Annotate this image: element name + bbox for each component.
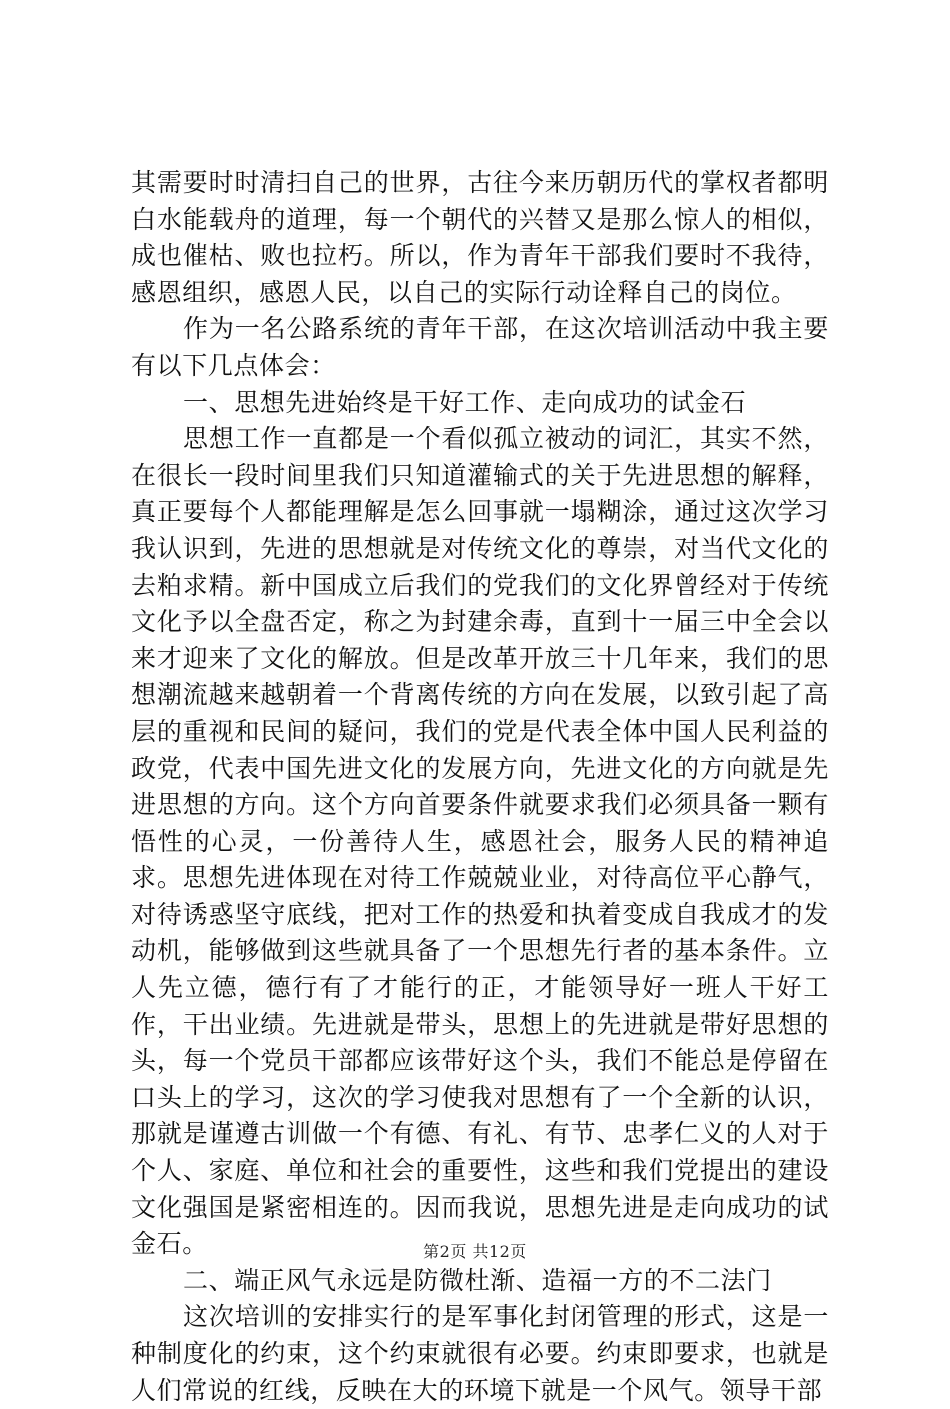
page-number-footer: 第2页 共12页 [423,1242,527,1261]
section-heading-1: 一、思想先进始终是干好工作、走向成功的试金石 [183,387,747,417]
paragraph-intro: 作为一名公路系统的青年干部，在这次培训活动中我主要有以下几点体会： [131,314,829,380]
paragraph-section-2: 这次培训的安排实行的是军事化封闭管理的形式，这是一种制度化的约束，这个约束就很有必要。约束即要求，也就是人们常说的红线，反映在大的环境下就是一个风气。领导干部 [131,1302,829,1405]
document-body [131,165,829,1409]
paragraph-section-1: 思想工作一直都是一个看似孤立被动的词汇，其实不然，在很长一段时间里我们只知道灌输式的关于先进思想的解释，真正要每个人都能理解是怎么回事就一塌糊涂，通过这次学习我认识到，先进的思想就是对传统文化的尊崇，对当代文化的去粕求精。新中国成立后我们的党我们的文化界曾经对于传统文化予以全盘否定，称之为封建余毒，直到十一届三中全会以来才迎来了文化的解放。但是改革开放三十几年来，我们的思想潮流越来越朝着一个背离传统的方向在发展，以致引起了高层的重视和民间的疑问，我们的党是代表全体中国人民利益的政党，代表中国先进文化的发展方向，先进文化的方向就是先进思想的方向。这个方向首要条件就要求我们必须具备一颗有悟性的心灵，一份善待人生，感恩社会，服务人民的精神追求。思想先进体现在对待工作兢兢业业，对待高位平心静气，对待诱惑坚守底线，把对工作的热爱和执着变成自我成才的发动机，能够做到这些就具备了一个思想先行者的基本条件。立人先立德，德行有了才能行的正，才能领导好一班人干好工作，干出业绩。先进就是带头，思想上的先进就是带好思想的头，每一个党员干部都应该带好这个头，我们不能总是停留在口头上的学习，这次的学习使我对思想有了一个全新的认识，那就是谨遵古训做一个有德、有礼、有节、忠孝仁义的人对于个人、家庭、单位和社会的重要性，这些和我们党提出的建设文化强国是紧密相连的。因而我说，思想先进是走向成功的试金石。 [131,424,829,1259]
section-heading-2: 二、端正风气永远是防微杜渐、造福一方的不二法门 [183,1265,772,1295]
paragraph-continuation: 其需要时时清扫自己的世界，古往今来历朝历代的掌权者都明白水能载舟的道理，每一个朝代的兴替又是那么惊人的相似，成也催枯、败也拉朽。所以，作为青年干部我们要时不我待，感恩组织，感恩人民，以自己的实际行动诠释自己的岗位。 [131,168,829,307]
